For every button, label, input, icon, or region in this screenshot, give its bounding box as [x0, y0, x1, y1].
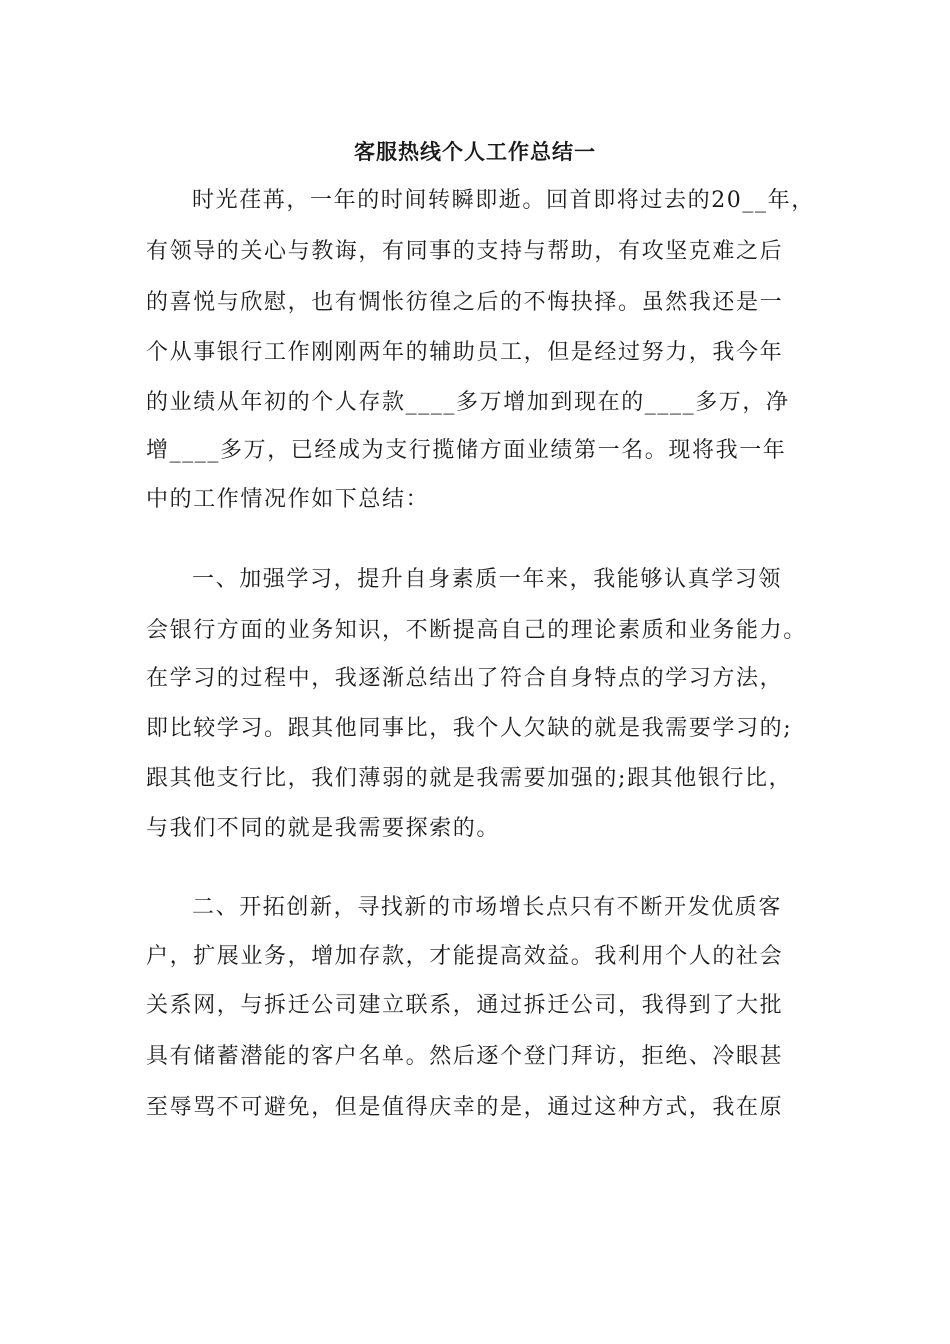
- paragraph-line: 中的工作情况作如下总结：: [146, 487, 430, 512]
- document-title: 客服热线个人工作总结一: [354, 139, 596, 164]
- paragraph-line: 关系网，与拆迁公司建立联系，通过拆迁公司，我得到了大批: [146, 993, 784, 1018]
- paragraph-line: 至辱骂不可避免，但是值得庆幸的是，通过这种方式，我在原: [146, 1095, 784, 1120]
- paragraph-line: 增____多万，已经成为支行揽储方面业绩第一名。现将我一年: [146, 438, 787, 463]
- paragraph-line: 个从事银行工作刚刚两年的辅助员工，但是经过努力，我今年: [146, 340, 784, 365]
- paragraph-line: 的喜悦与欣慰，也有惆怅彷徨之后的不悔抉择。虽然我还是一: [146, 290, 784, 315]
- paragraph-line: 户，扩展业务，增加存款，才能提高效益。我利用个人的社会: [146, 944, 784, 969]
- paragraph-line: 时光荏苒，一年的时间转瞬即逝。回首即将过去的20__年，: [192, 188, 815, 213]
- paragraph-line: 的业绩从年初的个人存款____多万增加到现在的____多万，净: [146, 390, 790, 415]
- paragraph-line: 二、开拓创新，寻找新的市场增长点只有不断开发优质客: [192, 895, 783, 920]
- paragraph-line: 即比较学习。跟其他同事比，我个人欠缺的就是我需要学习的;: [146, 716, 793, 741]
- paragraph-line: 有领导的关心与教诲，有同事的支持与帮助，有攻坚克难之后: [146, 239, 784, 264]
- paragraph-line: 跟其他支行比，我们薄弱的就是我需要加强的;跟其他银行比，: [146, 766, 793, 791]
- paragraph-line: 会银行方面的业务知识，不断提高自己的理论素质和业务能力。: [146, 618, 807, 643]
- paragraph-line: 与我们不同的就是我需要探索的。: [146, 816, 501, 841]
- paragraph-line: 一、加强学习，提升自身素质一年来，我能够认真学习领: [192, 567, 783, 592]
- paragraph-line: 具有储蓄潜能的客户名单。然后逐个登门拜访，拒绝、冷眼甚: [146, 1044, 784, 1069]
- paragraph-line: 在学习的过程中，我逐渐总结出了符合自身特点的学习方法，: [146, 666, 784, 691]
